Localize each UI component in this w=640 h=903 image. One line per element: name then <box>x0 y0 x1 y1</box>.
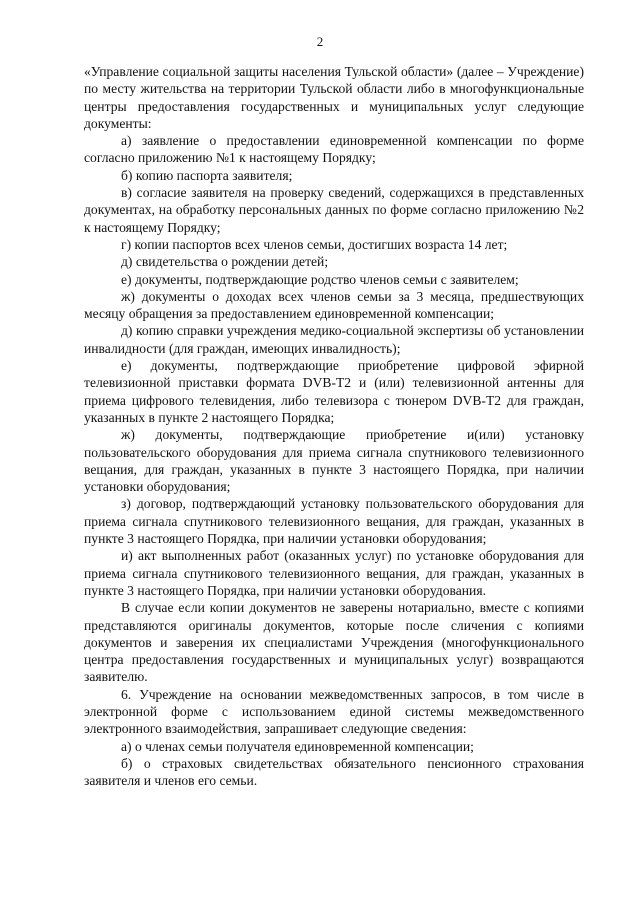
list-item-b-passport-copy: б) копию паспорта заявителя; <box>121 167 293 183</box>
paragraph-intro-continuation: «Управление социальной защиты населения Тульской области» (далее – Учреждение) по месту жительства на территории Тульской области либо в многофункциональные центры предоставления государственных и муниципальных услуг следующие документы: <box>84 64 584 131</box>
list-item-g-family-passports: г) копии паспортов всех членов семьи, достигших возраста 14 лет; <box>121 236 508 252</box>
list-item-z-installation-contract: з) договор, подтверждающий установку пользовательского оборудования для приема сигнала спутникового телевизионного вещания, для граждан, указанных в пункте 3 настоящего Порядка, при наличии установки оборудования; <box>84 496 584 547</box>
list-item-e-kinship-documents: е) документы, подтверждающие родство членов семьи с заявителем; <box>121 271 519 287</box>
list-item-d-birth-certificates: д) свидетельства о рождении детей; <box>121 254 329 270</box>
list-item-i-work-completion-act: и) акт выполненных работ (оказанных услуг) по установке оборудования для приема сигнала спутникового телевизионного вещания, для граждан, указанных в пункте 3 настоящего Порядка, при наличии установки оборудования. <box>84 548 584 598</box>
paragraph-section-6: 6. Учреждение на основании межведомственных запросов, в том числе в электронной форме с использованием единой системы межведомственного электронного взаимодействия, запрашивает следующие сведения: <box>84 686 584 737</box>
list-item-a-family-members: а) о членах семьи получателя единовременной компенсации; <box>121 738 474 754</box>
list-item-v-consent: в) согласие заявителя на проверку сведений, содержащихся в представленных документах, на обработку персональных данных по форме согласно приложению №2 к настоящему Порядку; <box>84 185 584 235</box>
paragraph-notarization: В случае если копии документов не заверены нотариально, вместе с копиями представляются оригиналы документов, которые после сличения с копиями документов и заверения их специалистами Учреждения (многофункционального центра предоставления государственных и муниципальных услуг) возвращаются заявителю. <box>84 600 584 685</box>
list-item-a-application: а) заявление о предоставлении единовременной компенсации по форме согласно приложению №1 к настоящему Порядку; <box>84 133 584 166</box>
list-item-e-dvb-t2-purchase: е) документы, подтверждающие приобретение цифровой эфирной телевизионной приставки формата DVB-T2 и (или) телевизионной антенны для приема цифрового телевидения, либо телевизора с тюнером DVB-T2 для граждан, указанных в пункте 2 настоящего Порядка; <box>84 358 584 425</box>
page-number: 2 <box>316 34 324 49</box>
list-item-zh-satellite-equipment: ж) документы, подтверждающие приобретение и(или) установку пользовательского оборудования для приема сигнала спутникового телевизионного вещания, для граждан, указанных в пункте 3 настоящего Порядка, при наличии установки оборудования; <box>84 427 584 495</box>
list-item-zh-income-documents: ж) документы о доходах всех членов семьи за 3 месяца, предшествующих месяцу обращения за предоставлением единовременной компенсации; <box>84 288 584 322</box>
document-body <box>84 63 584 789</box>
list-item-d-disability-certificate: д) копию справки учреждения медико-социальной экспертизы об установлении инвалидности (для граждан, имеющих инвалидность); <box>84 323 584 356</box>
list-item-b-insurance-certificates: б) о страховых свидетельствах обязательного пенсионного страхования заявителя и членов его семьи. <box>84 755 584 789</box>
